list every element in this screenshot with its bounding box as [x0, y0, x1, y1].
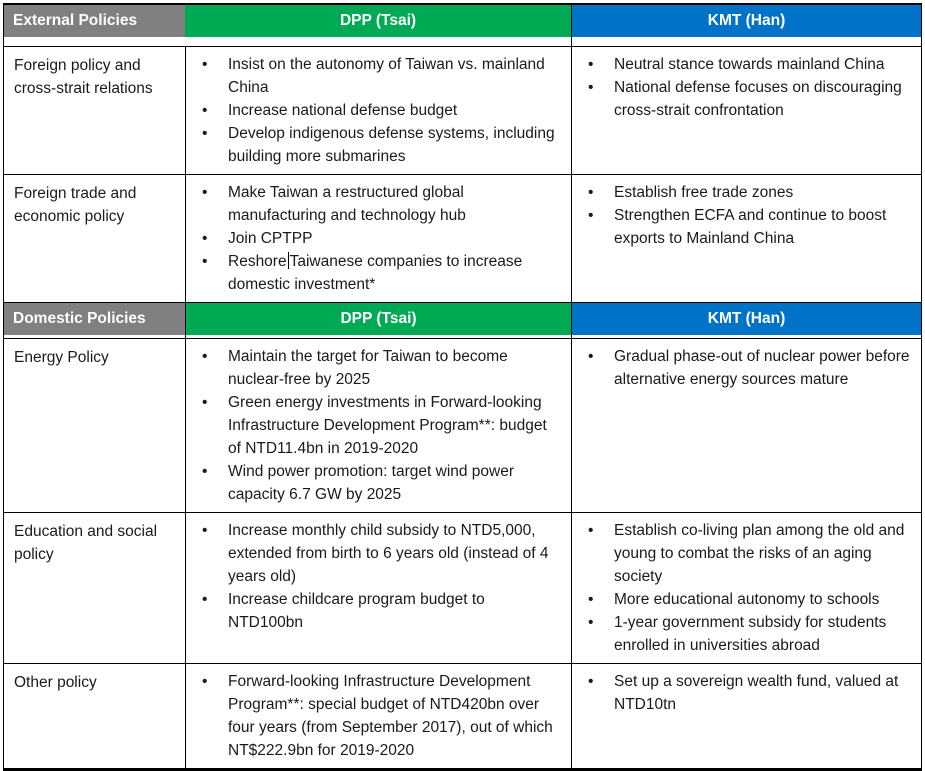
row-label-foreign-trade: Foreign trade and economic policy — [14, 185, 137, 225]
row-label-education: Education and social policy — [14, 523, 158, 563]
dpp-policy-list — [186, 664, 571, 768]
policy-bullet: • Neutral stance towards mainland China — [586, 53, 911, 76]
kmt-cell-education — [571, 513, 921, 663]
table-row-education — [4, 512, 921, 663]
kmt-column-header: KMT (Han) — [572, 303, 921, 335]
policy-bullet: • Establish co-living plan among the old and young to combat the risks of an aging society — [586, 519, 911, 588]
kmt-policy-list — [572, 339, 921, 397]
policy-bullet: • Set up a sovereign wealth fund, valued at NTD10tn — [586, 670, 911, 716]
policy-bullet: • Make Taiwan a restructured global manufacturing and technology hub — [200, 181, 561, 227]
kmt-policy-list — [572, 513, 921, 663]
policy-bullet: • Increase national defense budget — [200, 99, 561, 122]
text-cursor — [288, 252, 289, 269]
document-page — [0, 3, 925, 759]
policy-bullet: • Insist on the autonomy of Taiwan vs. mainland China — [200, 53, 561, 99]
policy-bullet: • Maintain the target for Taiwan to become nuclear-free by 2025 — [200, 345, 561, 391]
kmt-policy-list — [572, 47, 921, 128]
kmt-header-cell — [571, 5, 921, 46]
policy-bullet: • Wind power promotion: target wind power capacity 6.7 GW by 2025 — [200, 460, 561, 506]
row-label-foreign-policy: Foreign policy and cross-strait relations — [14, 57, 153, 97]
policy-bullet: • Gradual phase-out of nuclear power before alternative energy sources mature — [586, 345, 911, 391]
section-title-cell — [4, 5, 185, 46]
kmt-column-header: KMT (Han) — [572, 5, 921, 37]
dpp-cell-education — [185, 513, 571, 663]
kmt-cell-foreign-trade — [571, 175, 921, 302]
table-row-energy — [4, 338, 921, 512]
policy-bullet: • Develop indigenous defense systems, including building more submarines — [200, 122, 561, 168]
kmt-header-cell — [571, 303, 921, 338]
dpp-column-header: DPP (Tsai) — [185, 5, 571, 37]
section-title-cell — [4, 303, 185, 338]
kmt-policy-list — [572, 175, 921, 256]
table-row-foreign-policy — [4, 46, 921, 174]
kmt-cell-other — [571, 664, 921, 768]
dpp-policy-list — [186, 339, 571, 512]
row-label-other: Other policy — [14, 674, 97, 691]
policy-bullet: • Green energy investments in Forward-looking Infrastructure Development Program**: budget of NTD11.4bn in 2019-2020 — [200, 391, 561, 460]
dpp-policy-list — [186, 513, 571, 640]
kmt-cell-foreign-policy — [571, 47, 921, 174]
policy-bullet: • 1-year government subsidy for students enrolled in universities abroad — [586, 611, 911, 657]
policy-bullet: • Join CPTPP — [200, 227, 561, 250]
dpp-cell-other — [185, 664, 571, 768]
dpp-header-cell — [185, 303, 571, 338]
section-header-domestic — [4, 302, 921, 338]
policy-bullet: • Strengthen ECFA and continue to boost exports to Mainland China — [586, 204, 911, 250]
policy-bullet: • Increase childcare program budget to NTD100bn — [200, 588, 561, 634]
table-row-other — [4, 663, 921, 768]
table-row-foreign-trade — [4, 174, 921, 302]
dpp-cell-energy — [185, 339, 571, 512]
dpp-cell-foreign-policy — [185, 47, 571, 174]
policy-comparison-table — [3, 3, 922, 771]
dpp-policy-list — [186, 175, 571, 302]
dpp-policy-list — [186, 47, 571, 174]
policy-bullet: • Reshore Taiwanese companies to increase domestic investment* — [200, 250, 561, 296]
policy-bullet: • Forward-looking Infrastructure Development Program**: special budget of NTD420bn over four years (from September 2017), out of which NT$222.9bn for 2019-2020 — [200, 670, 561, 762]
row-label-energy: Energy Policy — [14, 349, 109, 366]
policy-bullet: • Increase monthly child subsidy to NTD5,000, extended from birth to 6 years old (instead of 4 years old) — [200, 519, 561, 588]
dpp-header-cell — [185, 5, 571, 46]
dpp-column-header: DPP (Tsai) — [186, 303, 571, 335]
dpp-cell-foreign-trade — [185, 175, 571, 302]
section-header-external — [4, 5, 921, 46]
policy-bullet: • National defense focuses on discouraging cross-strait confrontation — [586, 76, 911, 122]
kmt-cell-energy — [571, 339, 921, 512]
section-title-external: External Policies — [4, 5, 185, 37]
kmt-policy-list — [572, 664, 921, 722]
policy-bullet: • Establish free trade zones — [586, 181, 911, 204]
policy-bullet: • More educational autonomy to schools — [586, 588, 911, 611]
section-title-domestic: Domestic Policies — [4, 303, 185, 335]
